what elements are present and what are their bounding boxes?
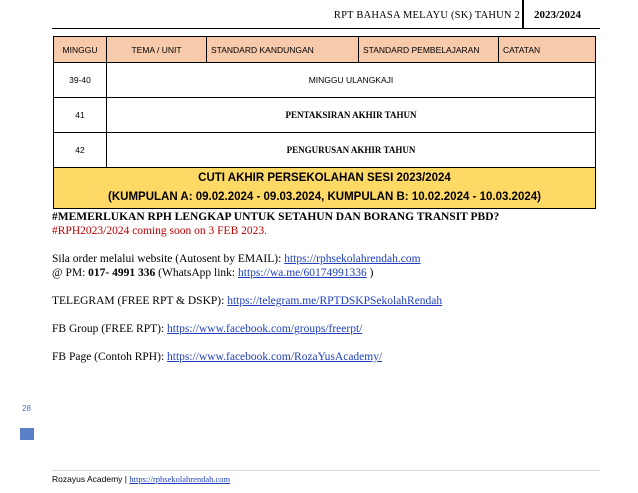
page-footer [52,474,230,484]
holiday-title: CUTI AKHIR PERSEKOLAHAN SESI 2023/2024 [198,172,451,184]
col-header-catatan: CATATAN [499,37,596,63]
col-header-standard-pembelajaran: STANDARD PEMBELAJARAN [359,37,499,63]
fb-group-line [52,322,612,336]
table-row [54,133,596,168]
pm-number: 017- 4991 336 [88,267,156,279]
promo-headline: #MEMERLUKAN RPH LENGKAP UNTUK SETAHUN DAN BORANG TRANSIT PBD? [52,211,500,223]
footer-website-link[interactable]: https://rphsekolahrendah.com [129,474,231,484]
page-header [0,0,638,30]
footer-org: Rozayus Academy [52,474,123,484]
fb-page-line [52,350,612,364]
fb-page-label: FB Page (Contoh RPH): [52,351,168,363]
whatsapp-link[interactable]: https://wa.me/60174991336 [238,267,367,279]
page-tab-marker [20,428,34,440]
order-website-link[interactable]: https://rphsekolahrendah.com [284,253,421,265]
pm-label: @ PM: [52,267,89,279]
table-row [54,63,596,98]
header-rule [52,28,600,29]
order-line [52,252,612,266]
holiday-cell [54,168,596,209]
telegram-label: TELEGRAM (FREE RPT & DSKP): [52,295,228,307]
holiday-row [54,168,596,209]
week-cell: 41 [54,98,107,133]
header-divider [522,0,524,28]
coming-soon-text: #RPH2023/2024 coming soon on 3 FEB 2023. [52,225,268,237]
telegram-link[interactable]: https://telegram.me/RPTDSKPSekolahRendah [227,295,443,307]
header-title: RPT BAHASA MELAYU (SK) TAHUN 2 [333,10,520,21]
page-number: 28 [22,404,31,413]
col-header-minggu: MINGGU [54,37,107,63]
week-cell: 42 [54,133,107,168]
table-header-row [54,37,596,63]
fb-group-label: FB Group (FREE RPT): [52,323,168,335]
footer-rule [52,470,600,471]
table-row [54,98,596,133]
holiday-dates: (KUMPULAN A: 09.02.2024 - 09.03.2024, KUMPULAN B: 10.02.2024 - 10.03.2024) [108,191,541,203]
fb-group-link[interactable]: https://www.facebook.com/groups/freerpt/ [167,323,363,335]
pm-line [52,266,612,280]
pm-close: ) [366,267,374,279]
rpt-table [53,36,596,209]
telegram-line [52,294,612,308]
footer-separator: | [122,474,130,484]
content-cell: MINGGU ULANGKAJI [107,63,596,98]
fb-page-link[interactable]: https://www.facebook.com/RozaYusAcademy/ [167,351,383,363]
content-cell: PENGURUSAN AKHIR TAHUN [107,133,596,168]
header-year: 2023/2024 [534,9,582,21]
col-header-standard-kandungan: STANDARD KANDUNGAN [207,37,359,63]
col-header-tema: TEMA / UNIT [107,37,207,63]
week-cell: 39-40 [54,63,107,98]
promo-section [52,210,612,364]
content-cell: PENTAKSIRAN AKHIR TAHUN [107,98,596,133]
order-label: Sila order melalui website (Autosent by EMAIL): [52,253,285,265]
pm-whatsapp-label: (WhatsApp link: [155,267,238,279]
